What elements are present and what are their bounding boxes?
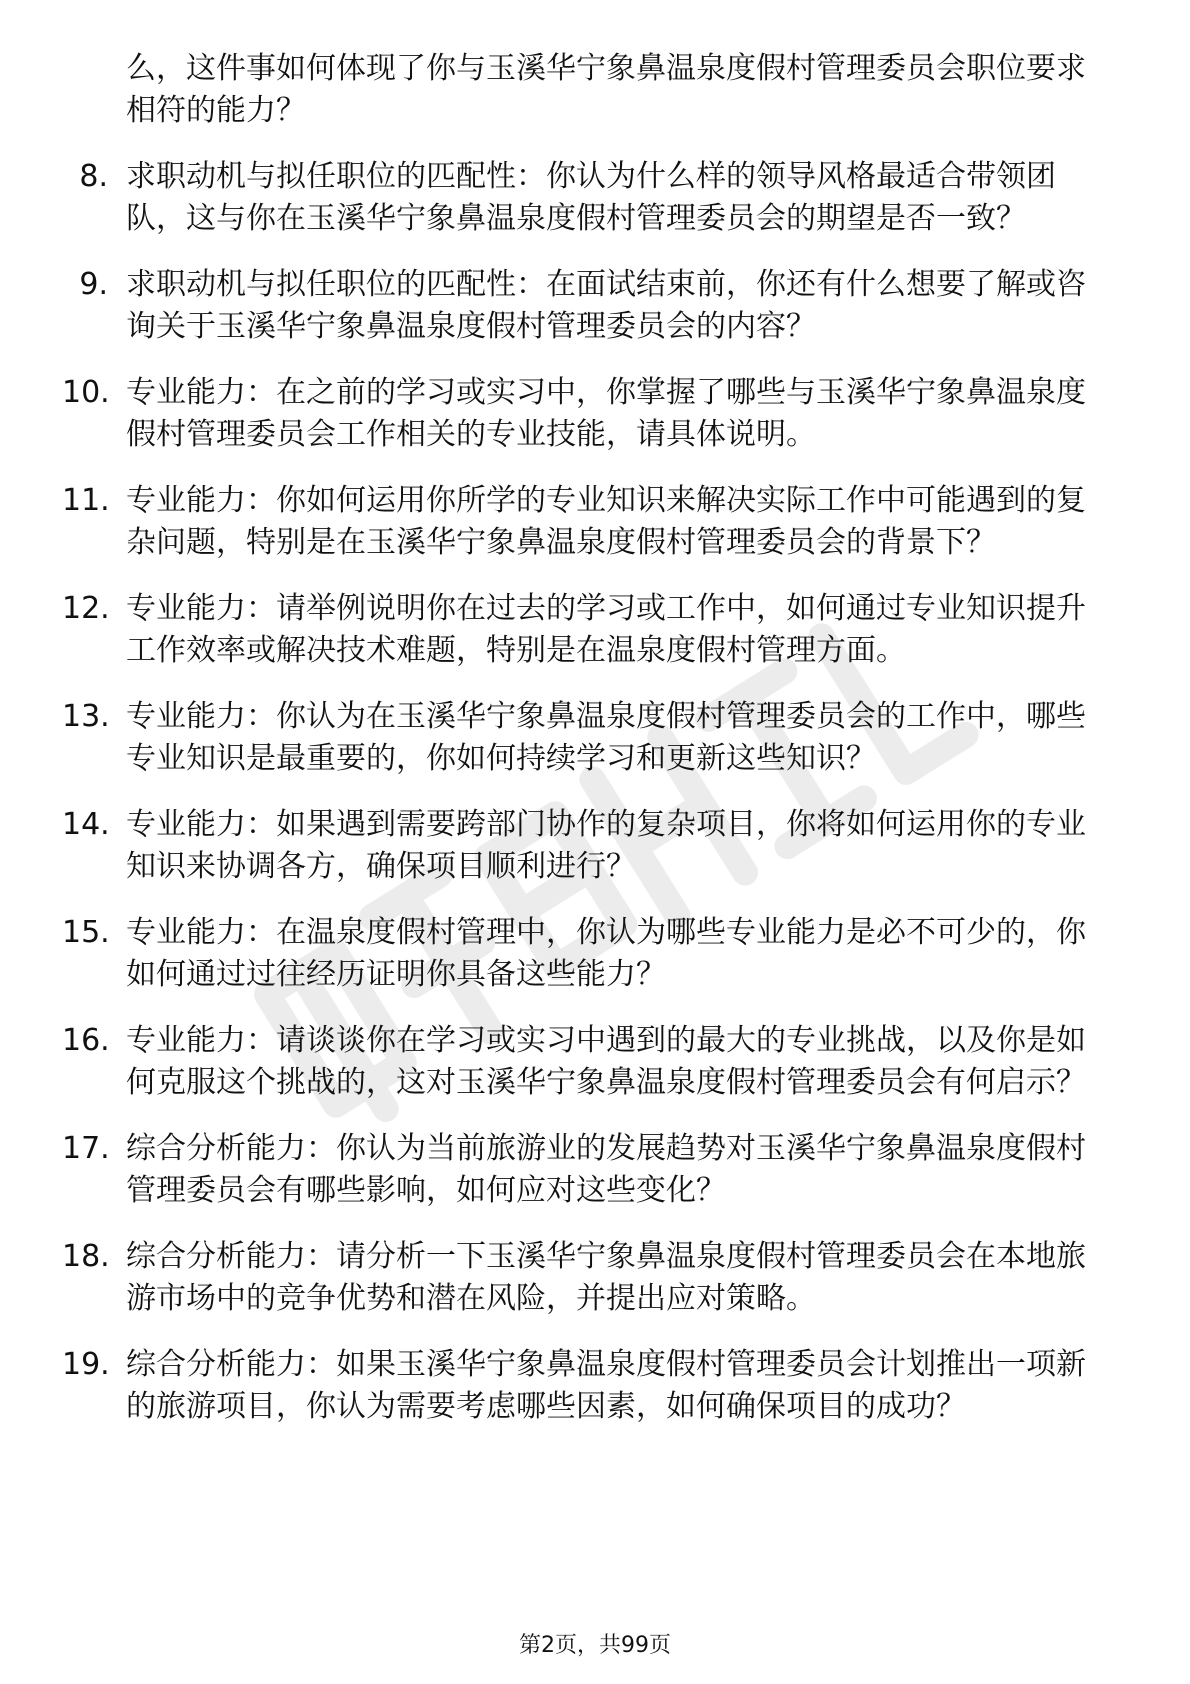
list-item [62, 696, 1112, 780]
item-text: 综合分析能力：你认为当前旅游业的发展趋势对玉溪华宁象鼻温泉度假村管理委员会有哪些影响，如何应对这些变化？ [126, 1131, 1086, 1208]
page-footer: 第2页，共99页 [519, 1633, 671, 1658]
list-item-continuation [62, 48, 1112, 132]
item-text: 专业能力：如果遇到需要跨部门协作的复杂项目，你将如何运用你的专业知识来协调各方，确保项目顺利进行？ [126, 807, 1086, 884]
list-item [62, 1344, 1112, 1428]
item-text: 专业能力：你认为在玉溪华宁象鼻温泉度假村管理委员会的工作中，哪些专业知识是最重要的，你如何持续学习和更新这些知识？ [126, 699, 1086, 776]
list-item [62, 264, 1112, 348]
item-number: 17. [62, 1131, 110, 1166]
item-number: 13. [62, 699, 110, 734]
item-text: 专业能力：在温泉度假村管理中，你认为哪些专业能力是必不可少的，你如何通过过往经历证明你具备这些能力？ [126, 915, 1086, 992]
item-text: 求职动机与拟任职位的匹配性：你认为什么样的领导风格最适合带领团队，这与你在玉溪华宁象鼻温泉度假村管理委员会的期望是否一致？ [126, 159, 1056, 236]
item-number: 18. [62, 1239, 110, 1274]
list-item [62, 156, 1112, 240]
list-item [62, 588, 1112, 672]
item-text: 求职动机与拟任职位的匹配性：在面试结束前，你还有什么想要了解或咨询关于玉溪华宁象鼻温泉度假村管理委员会的内容？ [126, 267, 1086, 344]
item-number: 14. [62, 807, 110, 842]
continuation-text: 么，这件事如何体现了你与玉溪华宁象鼻温泉度假村管理委员会职位要求相符的能力？ [126, 51, 1086, 128]
list-item [62, 1128, 1112, 1212]
list-item [62, 480, 1112, 564]
item-text: 专业能力：请谈谈你在学习或实习中遇到的最大的专业挑战，以及你是如何克服这个挑战的，这对玉溪华宁象鼻温泉度假村管理委员会有何启示？ [126, 1023, 1086, 1100]
list-item [62, 372, 1112, 456]
item-number: 19. [62, 1347, 110, 1382]
list-item [62, 804, 1112, 888]
item-number: 12. [62, 591, 110, 626]
item-text: 综合分析能力：如果玉溪华宁象鼻温泉度假村管理委员会计划推出一项新的旅游项目，你认为需要考虑哪些因素，如何确保项目的成功？ [126, 1347, 1086, 1424]
list-item [62, 1236, 1112, 1320]
item-number: 16. [62, 1023, 110, 1058]
list-item [62, 1020, 1112, 1104]
item-number: 9. [79, 267, 108, 302]
list-item [62, 912, 1112, 996]
item-text: 专业能力：你如何运用你所学的专业知识来解决实际工作中可能遇到的复杂问题，特别是在玉溪华宁象鼻温泉度假村管理委员会的背景下？ [126, 483, 1086, 560]
item-number: 11. [62, 483, 110, 518]
item-text: 专业能力：请举例说明你在过去的学习或工作中，如何通过专业知识提升工作效率或解决技术难题，特别是在温泉度假村管理方面。 [126, 591, 1086, 668]
item-number: 8. [79, 159, 108, 194]
item-number: 15. [62, 915, 110, 950]
item-text: 综合分析能力：请分析一下玉溪华宁象鼻温泉度假村管理委员会在本地旅游市场中的竞争优势和潜在风险，并提出应对策略。 [126, 1239, 1086, 1316]
question-list [62, 48, 1112, 1452]
item-text: 专业能力：在之前的学习或实习中，你掌握了哪些与玉溪华宁象鼻温泉度假村管理委员会工作相关的专业技能，请具体说明。 [126, 375, 1086, 452]
item-number: 10. [62, 375, 110, 410]
